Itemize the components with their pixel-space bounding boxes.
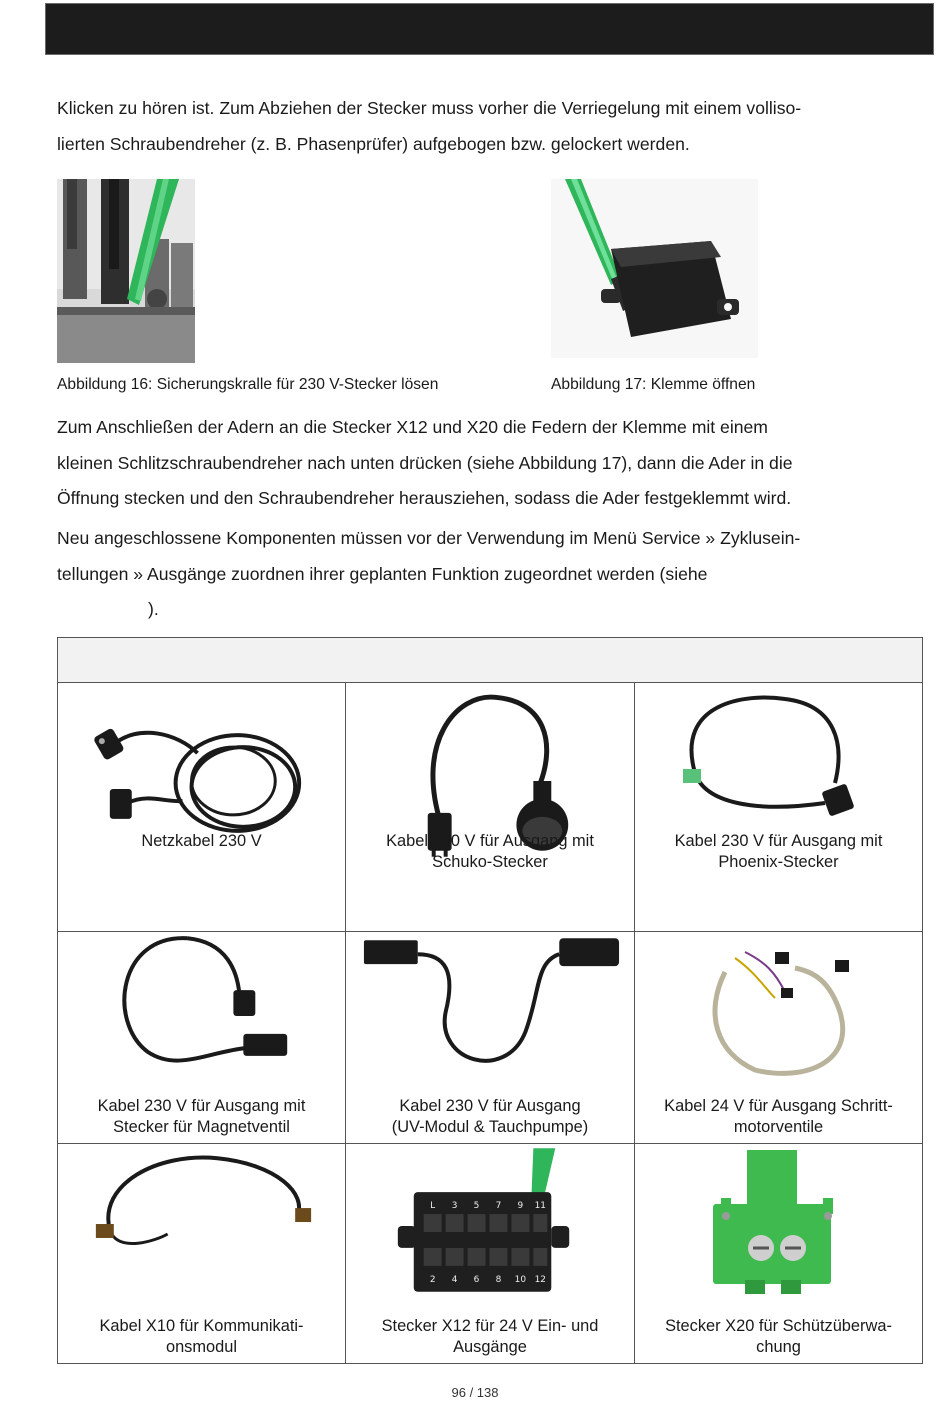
intro-line-2: lierten Schraubendreher (z. B. Phasenprüfer) aufgebogen bzw. gelockert werden. [57,133,690,154]
cell-label: Kabel 230 V für Ausgang mit Phoenix-Stecker [674,832,883,871]
x12-label-bottom: 8 [495,1274,502,1285]
cell-netzkabel [58,683,346,932]
intro-line-1: Klicken zu hören ist. Zum Abziehen der Stecker muss vorher die Verriegelung mit einem volliso- [57,98,802,118]
cell-label: Kabel X10 für Kommunikati- onsmodul [99,1317,304,1356]
schrittmotor-cable-image [635,932,922,1092]
figure-17-photo [551,179,758,358]
cable-table [57,637,923,1364]
magnetventil-cable-image [58,932,345,1092]
new-line-3: ). [148,599,159,619]
cell-magnetventil [58,932,346,1144]
cell-label: Netzkabel 230 V [141,832,262,850]
connect-line-1: Zum Anschließen der Adern an die Stecker X12 und X20 die Federn der Klemme mit einem [57,417,768,437]
connect-line-3: Öffnung stecken und den Schraubendreher herausziehen, sodass die Ader festgeklemmt wird. [57,488,792,508]
figure-16-photo [57,179,195,363]
x12-label-bottom: 2 [429,1274,436,1285]
cell-label: Stecker X12 für 24 V Ein- und Ausgänge [381,1317,599,1356]
new-line-2: tellungen » Ausgänge zuordnen ihrer geplanten Funktion zugeordnet werden (siehe [57,563,708,584]
cell-x12 [346,1144,635,1363]
x12-label-top: 11 [534,1201,547,1212]
page-number: 96 / 138 [451,1385,499,1400]
x12-label-top: 7 [495,1201,502,1212]
x10-cable-image [58,1144,345,1314]
x20-connector-image [635,1144,922,1314]
intro-paragraph [57,91,927,162]
x12-label-bottom: 10 [514,1274,527,1285]
cell-label: Kabel 230 V für Ausgang (UV-Modul & Tauchpumpe) [391,1097,589,1136]
uv-modul-cable-image [346,932,634,1092]
x12-label-top: 5 [473,1201,480,1212]
figure-17-caption: Abbildung 17: Klemme öffnen [551,376,756,393]
x12-label-top: 9 [517,1201,524,1212]
x12-label-top: L [430,1201,436,1212]
netzkabel-image [58,683,345,883]
new-line-1: Neu angeschlossene Komponenten müssen vor der Verwendung im Menü Service » Zyklusein- [57,528,801,548]
cell-label: Kabel 230 V für Ausgang mit Stecker für Magnetventil [97,1097,306,1136]
cell-schuko [346,683,635,932]
cell-schrittmotor [635,932,922,1144]
x12-label-bottom: 4 [451,1274,458,1285]
table-header-row [58,638,922,683]
cell-label: Stecker X20 für Schützüberwa- chung [665,1317,892,1356]
x12-connector-image [346,1144,634,1314]
cell-uv-modul [346,932,635,1144]
x12-label-bottom: 6 [473,1274,480,1285]
cell-x20 [635,1144,922,1363]
x12-label-top: 3 [451,1201,458,1212]
connect-line-2: kleinen Schlitzschraubendreher nach unten drücken (siehe Abbildung 17), dann die Ader in die [57,452,793,473]
new-components-paragraph [57,521,927,628]
connect-paragraph [57,410,927,517]
cell-phoenix [635,683,922,932]
cell-x10 [58,1144,346,1363]
cell-label: Kabel 24 V für Ausgang Schritt- motorventile [664,1097,893,1136]
cell-label: Kabel 230 V für Ausgang mit Schuko-Stecker [386,832,594,871]
chapter-header-bar [45,3,934,55]
x12-label-bottom: 12 [534,1274,547,1285]
figure-16-caption: Abbildung 16: Sicherungskralle für 230 V-Stecker lösen [57,376,439,393]
